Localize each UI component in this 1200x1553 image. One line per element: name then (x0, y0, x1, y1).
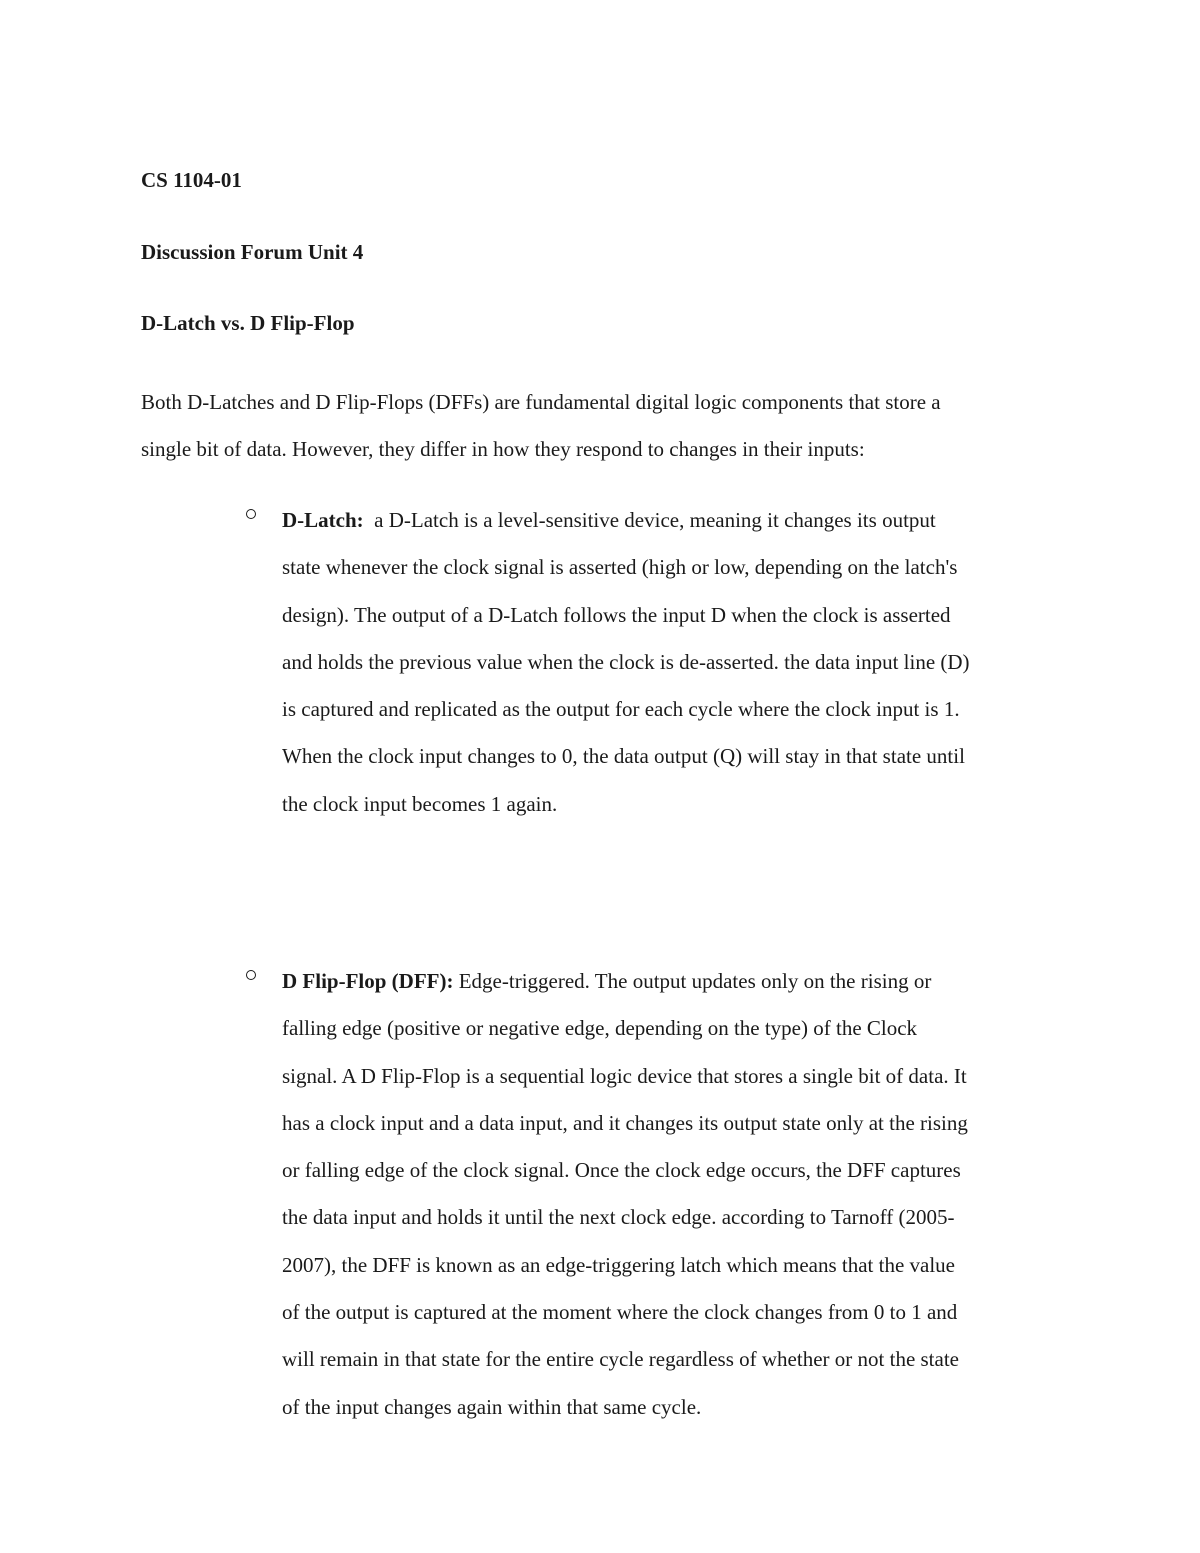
forum-title: Discussion Forum Unit 4 (141, 240, 364, 264)
bullet-line: the clock input becomes 1 again. (282, 791, 558, 816)
bullet-first-line (282, 497, 1072, 544)
bullet-line: the data input and holds it until the next clock edge. according to Tarnoff (2005- (282, 1205, 955, 1230)
bullet-term: D Flip-Flop (DFF): (282, 969, 454, 993)
bullet-line: falling edge (positive or negative edge, depending on the type) of the Clock (282, 1016, 918, 1041)
course-code: CS 1104-01 (141, 168, 242, 192)
bullet-text (282, 497, 1072, 828)
bullet-line: 2007), the DFF is known as an edge-triggering latch which means that the value (282, 1252, 956, 1277)
bullet-line: When the clock input changes to 0, the data output (Q) will stay in that state until (282, 744, 965, 769)
bullet-first-line-text: a D-Latch is a level-sensitive device, meaning it changes its output (363, 508, 936, 532)
bullet-text (282, 958, 1072, 1431)
hollow-circle-bullet-icon (246, 970, 256, 980)
intro-line: single bit of data. However, they differ in how they respond to changes in their inputs: (141, 437, 865, 461)
bullet-first-line (282, 958, 1072, 1005)
bullet-line: of the output is captured at the moment where the clock changes from 0 to 1 and (282, 1300, 958, 1325)
hollow-circle-bullet-icon (246, 509, 256, 519)
bullet-first-line-text: Edge-triggered. The output updates only on the rising or (453, 969, 932, 993)
document-title: D-Latch vs. D Flip-Flop (141, 311, 355, 335)
bullet-line: or falling edge of the clock signal. Once the clock edge occurs, the DFF captures (282, 1158, 961, 1183)
bullet-line: of the input changes again within that same cycle. (282, 1394, 702, 1419)
bullet-line: is captured and replicated as the output for each cycle where the clock input is 1. (282, 697, 960, 722)
bullet-line: will remain in that state for the entire cycle regardless of whether or not the state (282, 1347, 959, 1372)
bullet-line: and holds the previous value when the clock is de-asserted. the data input line (D) (282, 649, 970, 674)
bullet-line: state whenever the clock signal is asserted (high or low, depending on the latch's (282, 555, 958, 580)
intro-paragraph (141, 379, 1071, 473)
bullet-line: design). The output of a D-Latch follows the input D when the clock is asserted (282, 602, 951, 627)
bullet-term: D-Latch: (282, 508, 364, 532)
bullet-line: has a clock input and a data input, and it changes its output state only at the rising (282, 1110, 968, 1135)
intro-line: Both D-Latches and D Flip-Flops (DFFs) are fundamental digital logic components that store a (141, 390, 941, 414)
bullet-line: signal. A D Flip-Flop is a sequential logic device that stores a single bit of data. It (282, 1063, 967, 1088)
